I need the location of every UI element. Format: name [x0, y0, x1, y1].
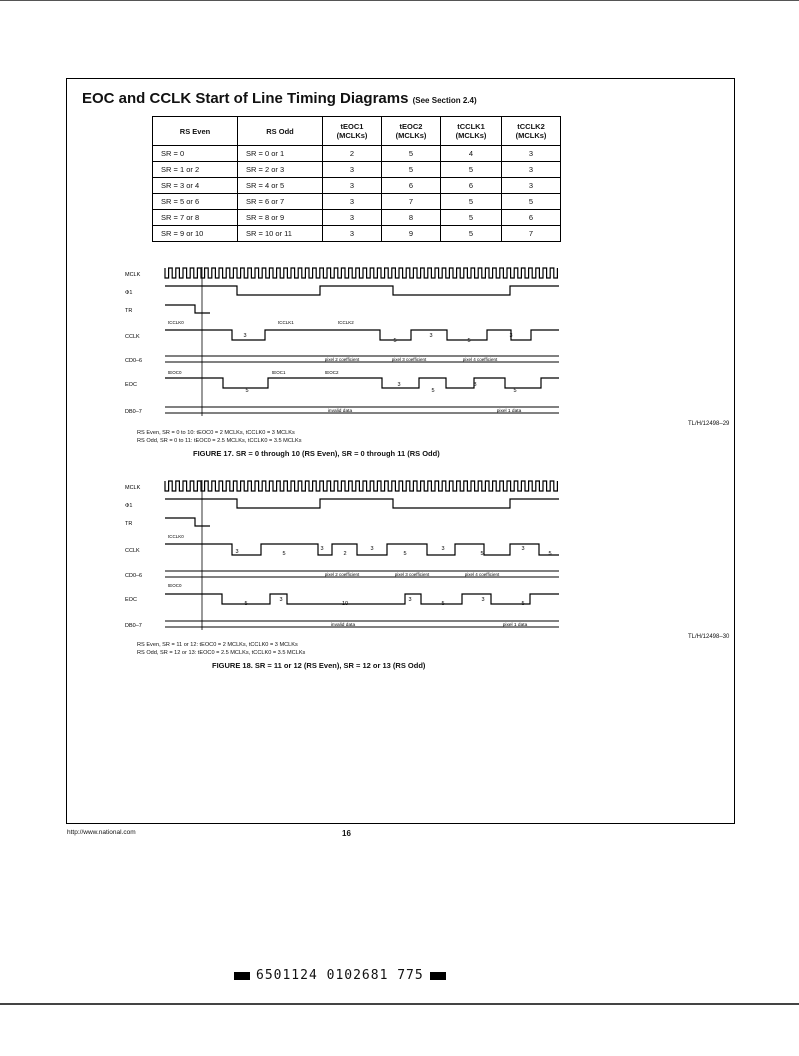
signal-label-3: CCLK	[125, 548, 140, 554]
table-header-cell: RS Even	[153, 117, 238, 146]
table-header-cell: RS Odd	[238, 117, 323, 146]
table-cell: 8	[382, 210, 441, 226]
title-reference: (See Section 2.4)	[412, 96, 477, 105]
timing-label-2: tCCLK2	[338, 320, 354, 325]
barcode-block-right	[430, 972, 446, 980]
table-cell: 3	[323, 178, 382, 194]
signal-label-4: CD0–6	[125, 573, 143, 579]
cd-label-1: pixel 3 coefficient	[394, 572, 430, 577]
table-cell: 9	[382, 226, 441, 242]
eoc-count-3: 3	[408, 597, 412, 603]
barcode-block-left	[234, 972, 250, 980]
signal-label-5: EOC	[125, 597, 137, 603]
table-header-row	[153, 117, 561, 146]
table-cell: 6	[382, 178, 441, 194]
cclk-count-4: 3	[509, 333, 513, 339]
signal-label-2: TR	[125, 521, 133, 527]
cclk-count-1: 5	[393, 338, 397, 344]
cclk-count-2: 3	[320, 546, 324, 552]
table-cell: 3	[323, 162, 382, 178]
figure-17-note-2: RS Odd, SR = 0 to 11: tEOC0 = 2.5 MCLKs, tCCLK0 = 3.5 MCLKs	[137, 438, 302, 444]
table-cell: 3	[323, 194, 382, 210]
table-header-cell: tCCLK1 (MCLKs)	[441, 117, 502, 146]
cclk-count-3: 5	[467, 338, 471, 344]
page-title	[82, 90, 477, 107]
eoc-waveform	[165, 378, 559, 388]
table-cell: 3	[323, 210, 382, 226]
eoc-count-0: 5	[244, 601, 248, 607]
figure-17-caption: FIGURE 17. SR = 0 through 10 (RS Even), SR = 0 through 11 (RS Odd)	[193, 449, 440, 458]
eoc-count-1: 3	[279, 597, 283, 603]
signal-label-2: TR	[125, 308, 133, 314]
cclk-count-3: 2	[343, 551, 347, 557]
table-cell: SR = 0 or 1	[238, 146, 323, 162]
cclk-waveform	[165, 544, 559, 555]
table-row	[153, 194, 561, 210]
timing-label-0: tCCLK0	[168, 320, 184, 325]
eoc-count-4: 5	[441, 601, 445, 607]
table-cell: SR = 7 or 8	[153, 210, 238, 226]
figure-18-note-2: RS Odd, SR = 12 or 13: tEOC0 = 2.5 MCLKs, tCCLK0 = 3.5 MCLKs	[137, 650, 306, 656]
cclk-count-9: 5	[548, 551, 552, 557]
figure-18-caption: FIGURE 18. SR = 11 or 12 (RS Even), SR = 12 or 13 (RS Odd)	[212, 661, 426, 670]
timing-label-5: tEOC2	[325, 370, 339, 375]
table-header-cell: tEOC2 (MCLKs)	[382, 117, 441, 146]
table-cell: SR = 9 or 10	[153, 226, 238, 242]
cclk-count-2: 3	[429, 333, 433, 339]
timing-label-1: tCCLK1	[278, 320, 294, 325]
cd-label-2: pixel 4 coefficient	[464, 572, 500, 577]
table-cell: 7	[382, 194, 441, 210]
cclk-count-5: 5	[403, 551, 407, 557]
figure-18-timing-diagram	[125, 475, 565, 635]
table-row	[153, 178, 561, 194]
table-cell: 7	[502, 226, 561, 242]
tr-waveform	[165, 305, 210, 313]
signal-label-6: DB0–7	[125, 623, 142, 629]
cd-label-0: pixel 2 coefficient	[324, 572, 360, 577]
cclk-count-8: 3	[521, 546, 525, 552]
table-cell: SR = 3 or 4	[153, 178, 238, 194]
mclk-waveform	[165, 481, 557, 491]
bottom-rule	[0, 1003, 799, 1005]
table-cell: 3	[502, 162, 561, 178]
table-cell: SR = 2 or 3	[238, 162, 323, 178]
db-label-0: invalid data	[327, 409, 353, 414]
table-cell: 3	[502, 178, 561, 194]
eoc-count-2: 10	[341, 601, 349, 607]
page-number: 16	[342, 829, 351, 838]
figure-17-timing-diagram	[125, 255, 565, 425]
figure-17-note-1: RS Even, SR = 0 to 10: tEOC0 = 2 MCLKs, tCCLK0 = 3 MCLKs	[137, 430, 295, 436]
signal-label-1: Φ1	[125, 503, 133, 509]
tr-waveform	[165, 518, 210, 526]
table-cell: 4	[441, 146, 502, 162]
phi1-waveform	[165, 499, 559, 508]
cd-label-1: pixel 3 coefficient	[391, 357, 427, 362]
table-cell: SR = 4 or 5	[238, 178, 323, 194]
table-cell: 5	[441, 210, 502, 226]
barcode-line	[228, 968, 452, 983]
table-row	[153, 210, 561, 226]
eoc-count-1: 3	[397, 382, 401, 388]
signal-label-0: MCLK	[125, 272, 141, 278]
cclk-count-1: 5	[282, 551, 286, 557]
table-body	[153, 146, 561, 242]
table-cell: SR = 6 or 7	[238, 194, 323, 210]
eoc-count-5: 3	[481, 597, 485, 603]
cclk-count-0: 3	[235, 549, 239, 555]
mclk-waveform	[165, 268, 557, 278]
table-cell: 6	[441, 178, 502, 194]
table-cell: 3	[323, 226, 382, 242]
table-cell: 5	[441, 162, 502, 178]
eoc-count-2: 5	[431, 388, 435, 394]
table-cell: SR = 0	[153, 146, 238, 162]
signal-label-6: DB0–7	[125, 409, 142, 415]
eoc-count-4: 5	[513, 388, 517, 394]
signal-label-3: CCLK	[125, 334, 140, 340]
eoc-count-0: 5	[245, 388, 249, 394]
table-cell: SR = 5 or 6	[153, 194, 238, 210]
cclk-count-0: 3	[243, 333, 247, 339]
table-cell: 5	[382, 162, 441, 178]
db-label-1: pixel 1 data	[502, 623, 528, 628]
table-header-cell: tEOC1 (MCLKs)	[323, 117, 382, 146]
top-rule	[0, 0, 799, 1]
table-cell: SR = 1 or 2	[153, 162, 238, 178]
table-cell: 3	[502, 146, 561, 162]
table-cell: SR = 10 or 11	[238, 226, 323, 242]
table-cell: 5	[382, 146, 441, 162]
timing-label-1: tEOC0	[168, 583, 182, 588]
table-cell: 2	[323, 146, 382, 162]
timing-label-4: tEOC1	[272, 370, 286, 375]
signal-label-0: MCLK	[125, 485, 141, 491]
cclk-waveform	[165, 330, 559, 340]
barcode-text: 6501124 0102681 775	[256, 968, 424, 983]
cclk-count-4: 3	[370, 546, 374, 552]
table-row	[153, 226, 561, 242]
signal-label-1: Φ1	[125, 290, 133, 296]
table-cell: SR = 8 or 9	[238, 210, 323, 226]
table-header-cell: tCCLK2 (MCLKs)	[502, 117, 561, 146]
db-label-0: invalid data	[330, 623, 356, 628]
cclk-count-7: 5	[480, 551, 484, 557]
db-label-1: pixel 1 data	[496, 409, 522, 414]
title-text: EOC and CCLK Start of Line Timing Diagrams	[82, 90, 409, 107]
table-cell: 5	[441, 194, 502, 210]
cclk-count-6: 3	[441, 546, 445, 552]
figure-18-code: TL/H/12498–30	[688, 634, 730, 640]
timing-label-3: tEOC0	[168, 370, 182, 375]
table-cell: 5	[441, 226, 502, 242]
signal-label-5: EOC	[125, 382, 137, 388]
cd-label-0: pixel 2 coefficient	[324, 357, 360, 362]
figure-18-note-1: RS Even, SR = 11 or 12: tEOC0 = 2 MCLKs, tCCLK0 = 3 MCLKs	[137, 642, 298, 648]
eoc-count-6: 5	[521, 601, 525, 607]
signal-label-4: CD0–6	[125, 358, 143, 364]
footer-url: http://www.national.com	[67, 829, 136, 836]
figure-17-code: TL/H/12498–29	[688, 421, 730, 427]
table-cell: 5	[502, 194, 561, 210]
cd-label-2: pixel 4 coefficient	[462, 357, 498, 362]
table-row	[153, 162, 561, 178]
eoc-count-3: 3	[473, 382, 477, 388]
timing-table	[152, 116, 561, 242]
table-cell: 6	[502, 210, 561, 226]
phi1-waveform	[165, 286, 559, 295]
eoc-waveform	[165, 594, 559, 604]
timing-label-0: tCCLK0	[168, 534, 184, 539]
table-row	[153, 146, 561, 162]
